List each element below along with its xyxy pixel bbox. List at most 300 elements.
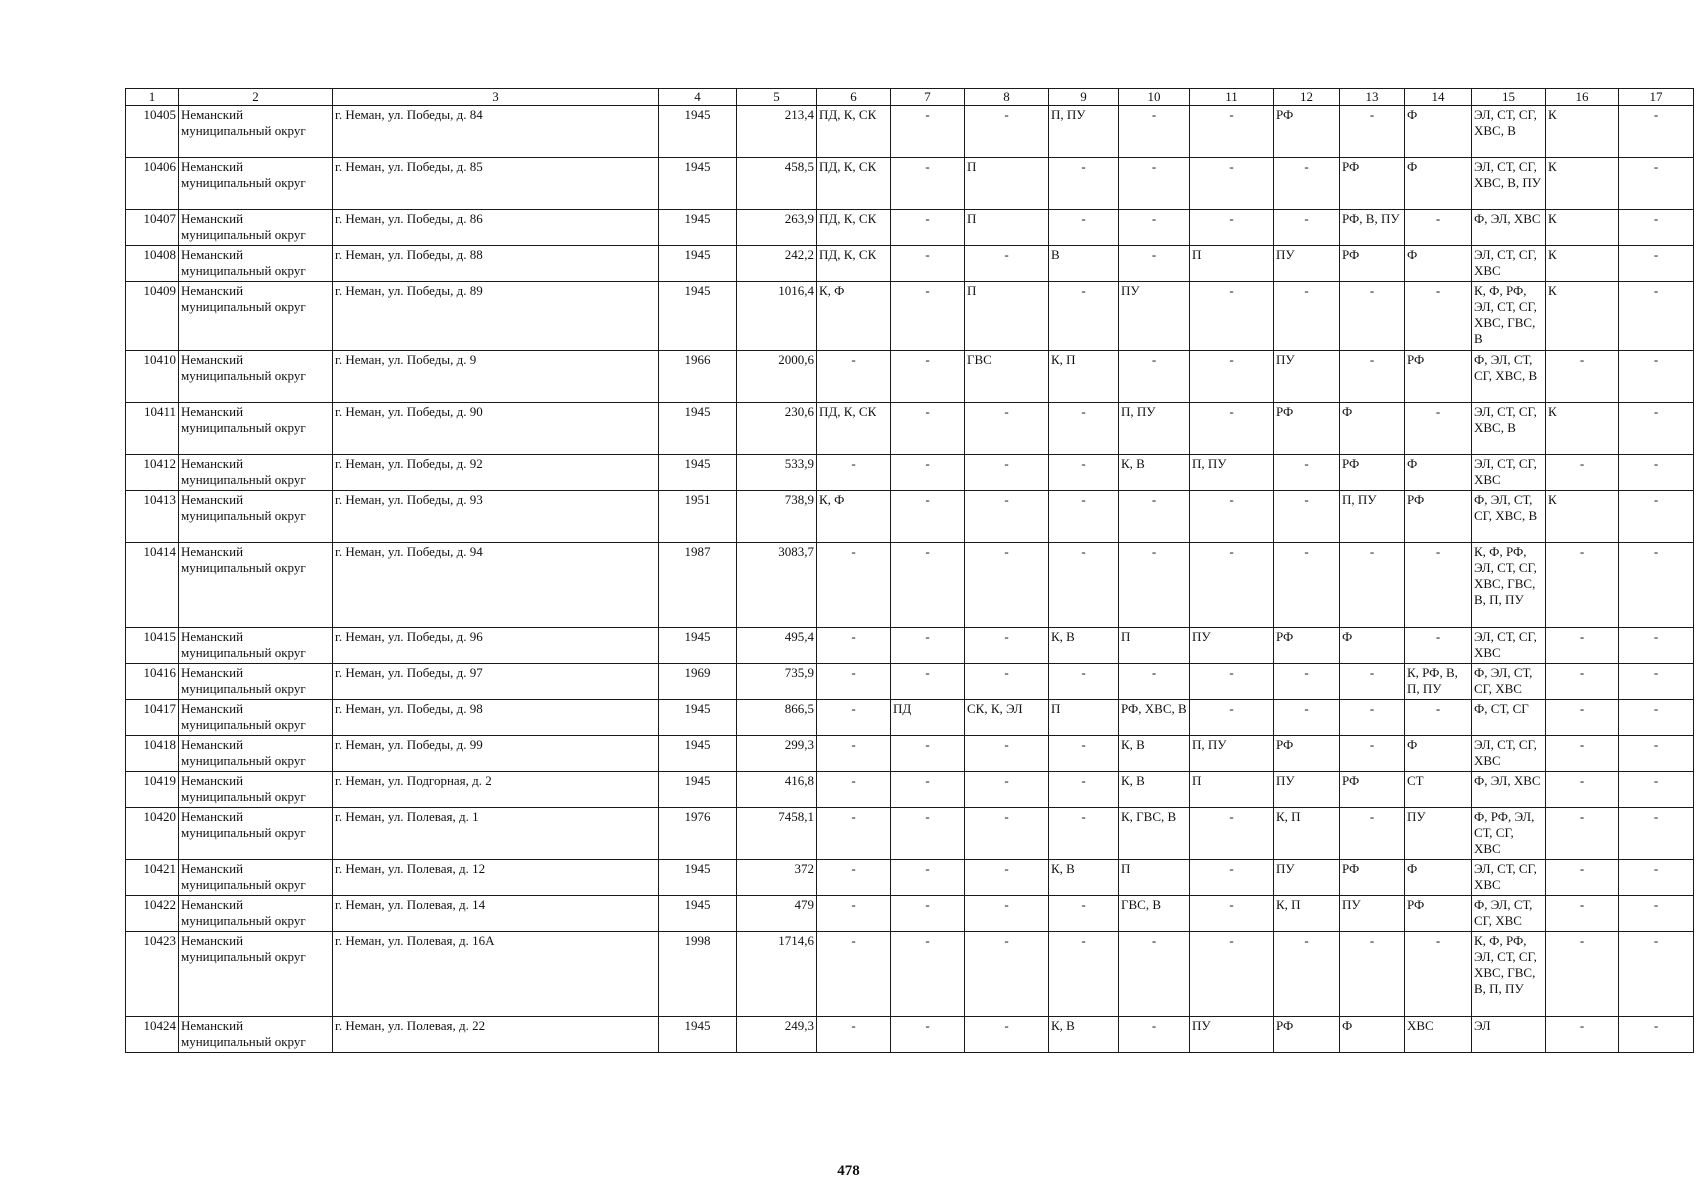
municipality-cell: Неманский муниципальный округ — [179, 455, 333, 491]
empty-cell: - — [1274, 664, 1340, 700]
area-cell: 866,5 — [737, 700, 817, 736]
empty-cell: - — [1190, 664, 1274, 700]
year-cell: 1945 — [659, 772, 737, 808]
municipality-cell: Неманский муниципальный округ — [179, 246, 333, 282]
empty-cell: - — [1619, 896, 1694, 932]
table-row — [126, 772, 1694, 808]
empty-cell: - — [891, 664, 965, 700]
table-cell: ПУ — [1274, 246, 1340, 282]
table-cell: П, ПУ — [1190, 455, 1274, 491]
table-row — [126, 860, 1694, 896]
table-cell: Ф — [1340, 628, 1405, 664]
record-number-cell: 10421 — [126, 860, 179, 896]
record-number-cell: 10413 — [126, 491, 179, 543]
address-cell: г. Неман, ул. Победы, д. 84 — [333, 106, 659, 158]
empty-cell: - — [1546, 664, 1619, 700]
table-cell: ПУ — [1405, 808, 1472, 860]
address-cell: г. Неман, ул. Полевая, д. 22 — [333, 1017, 659, 1053]
empty-cell: - — [817, 808, 891, 860]
table-cell: СТ — [1405, 772, 1472, 808]
table-cell: К, Ф, РФ, ЭЛ, СТ, СГ, ХВС, ГВС, В, П, ПУ — [1472, 932, 1546, 1017]
address-cell: г. Неман, ул. Победы, д. 98 — [333, 700, 659, 736]
empty-cell: - — [1546, 700, 1619, 736]
table-cell: К — [1546, 106, 1619, 158]
header-row — [126, 89, 1694, 106]
address-cell: г. Неман, ул. Победы, д. 90 — [333, 403, 659, 455]
address-cell: г. Неман, ул. Победы, д. 97 — [333, 664, 659, 700]
area-cell: 479 — [737, 896, 817, 932]
table-cell: ЭЛ, СТ, СГ, ХВС — [1472, 628, 1546, 664]
empty-cell: - — [1274, 210, 1340, 246]
empty-cell: - — [817, 664, 891, 700]
table-cell: ГВС, В — [1119, 896, 1190, 932]
empty-cell: - — [1049, 543, 1119, 628]
empty-cell: - — [1190, 351, 1274, 403]
table-row — [126, 158, 1694, 210]
record-number-cell: 10418 — [126, 736, 179, 772]
table-cell: ЭЛ, СТ, СГ, ХВС — [1472, 736, 1546, 772]
table-cell: ПУ — [1274, 772, 1340, 808]
table-cell: П, ПУ — [1119, 403, 1190, 455]
table-cell: ПД, К, СК — [817, 106, 891, 158]
year-cell: 1945 — [659, 700, 737, 736]
record-number-cell: 10416 — [126, 664, 179, 700]
table-cell: Ф, ЭЛ, СТ, СГ, ХВС, В — [1472, 351, 1546, 403]
empty-cell: - — [1190, 932, 1274, 1017]
empty-cell: - — [891, 246, 965, 282]
empty-cell: - — [1619, 403, 1694, 455]
year-cell: 1945 — [659, 736, 737, 772]
record-number-cell: 10422 — [126, 896, 179, 932]
table-cell: РФ, В, ПУ — [1340, 210, 1405, 246]
table-cell: К — [1546, 246, 1619, 282]
empty-cell: - — [1619, 808, 1694, 860]
empty-cell: - — [817, 700, 891, 736]
empty-cell: - — [1340, 106, 1405, 158]
area-cell: 735,9 — [737, 664, 817, 700]
empty-cell: - — [1619, 772, 1694, 808]
document-sheet — [125, 88, 1677, 1053]
column-header: 11 — [1190, 89, 1274, 106]
empty-cell: - — [965, 246, 1049, 282]
record-number-cell: 10420 — [126, 808, 179, 860]
area-cell: 1016,4 — [737, 282, 817, 351]
empty-cell: - — [965, 772, 1049, 808]
empty-cell: - — [1274, 158, 1340, 210]
empty-cell: - — [1119, 1017, 1190, 1053]
table-cell: Ф — [1405, 860, 1472, 896]
year-cell: 1976 — [659, 808, 737, 860]
empty-cell: - — [1274, 455, 1340, 491]
area-cell: 7458,1 — [737, 808, 817, 860]
empty-cell: - — [891, 932, 965, 1017]
address-cell: г. Неман, ул. Победы, д. 85 — [333, 158, 659, 210]
column-header: 12 — [1274, 89, 1340, 106]
address-cell: г. Неман, ул. Победы, д. 93 — [333, 491, 659, 543]
table-cell: РФ — [1340, 860, 1405, 896]
address-cell: г. Неман, ул. Победы, д. 9 — [333, 351, 659, 403]
table-cell: Ф — [1405, 455, 1472, 491]
table-cell: К, Ф — [817, 282, 891, 351]
empty-cell: - — [1619, 455, 1694, 491]
municipality-cell: Неманский муниципальный округ — [179, 860, 333, 896]
table-cell: Ф, ЭЛ, СТ, СГ, ХВС — [1472, 664, 1546, 700]
table-cell: П — [1190, 772, 1274, 808]
empty-cell: - — [1619, 491, 1694, 543]
empty-cell: - — [1049, 664, 1119, 700]
empty-cell: - — [817, 351, 891, 403]
area-cell: 2000,6 — [737, 351, 817, 403]
empty-cell: - — [891, 772, 965, 808]
empty-cell: - — [1049, 772, 1119, 808]
record-number-cell: 10409 — [126, 282, 179, 351]
table-cell: П — [1190, 246, 1274, 282]
table-cell: Ф — [1405, 246, 1472, 282]
register-table — [125, 88, 1694, 1053]
empty-cell: - — [1049, 896, 1119, 932]
table-cell: П, ПУ — [1190, 736, 1274, 772]
table-cell: К — [1546, 158, 1619, 210]
empty-cell: - — [891, 210, 965, 246]
table-row — [126, 736, 1694, 772]
column-header: 6 — [817, 89, 891, 106]
year-cell: 1966 — [659, 351, 737, 403]
empty-cell: - — [965, 896, 1049, 932]
table-cell: ЭЛ, СТ, СГ, ХВС — [1472, 860, 1546, 896]
empty-cell: - — [1119, 106, 1190, 158]
empty-cell: - — [1619, 246, 1694, 282]
empty-cell: - — [817, 543, 891, 628]
table-cell: Ф — [1405, 158, 1472, 210]
table-row — [126, 543, 1694, 628]
empty-cell: - — [1340, 932, 1405, 1017]
municipality-cell: Неманский муниципальный округ — [179, 736, 333, 772]
area-cell: 458,5 — [737, 158, 817, 210]
table-cell: К, В — [1119, 455, 1190, 491]
table-cell: К, Ф, РФ, ЭЛ, СТ, СГ, ХВС, ГВС, В, П, ПУ — [1472, 543, 1546, 628]
page-number: 478 — [837, 1163, 860, 1179]
empty-cell: - — [817, 736, 891, 772]
address-cell: г. Неман, ул. Победы, д. 96 — [333, 628, 659, 664]
table-cell: П — [1119, 628, 1190, 664]
record-number-cell: 10412 — [126, 455, 179, 491]
empty-cell: - — [1546, 1017, 1619, 1053]
year-cell: 1945 — [659, 246, 737, 282]
empty-cell: - — [1049, 210, 1119, 246]
table-cell: К, В — [1119, 736, 1190, 772]
address-cell: г. Неман, ул. Победы, д. 99 — [333, 736, 659, 772]
empty-cell: - — [1619, 932, 1694, 1017]
year-cell: 1945 — [659, 210, 737, 246]
table-cell: Ф, ЭЛ, СТ, СГ, ХВС — [1472, 896, 1546, 932]
table-cell: П — [965, 282, 1049, 351]
table-row — [126, 455, 1694, 491]
table-cell: ПД, К, СК — [817, 246, 891, 282]
empty-cell: - — [965, 808, 1049, 860]
empty-cell: - — [1190, 210, 1274, 246]
column-header: 2 — [179, 89, 333, 106]
municipality-cell: Неманский муниципальный округ — [179, 282, 333, 351]
year-cell: 1945 — [659, 860, 737, 896]
table-cell: РФ — [1274, 403, 1340, 455]
empty-cell: - — [965, 455, 1049, 491]
table-cell: К, Ф, РФ, ЭЛ, СТ, СГ, ХВС, ГВС, В — [1472, 282, 1546, 351]
table-cell: ПУ — [1274, 860, 1340, 896]
empty-cell: - — [1546, 896, 1619, 932]
address-cell: г. Неман, ул. Полевая, д. 14 — [333, 896, 659, 932]
address-cell: г. Неман, ул. Полевая, д. 12 — [333, 860, 659, 896]
table-cell: П — [1049, 700, 1119, 736]
empty-cell: - — [1546, 860, 1619, 896]
table-cell: К — [1546, 282, 1619, 351]
municipality-cell: Неманский муниципальный округ — [179, 1017, 333, 1053]
empty-cell: - — [1619, 158, 1694, 210]
table-cell: Ф — [1340, 1017, 1405, 1053]
empty-cell: - — [891, 158, 965, 210]
empty-cell: - — [1274, 282, 1340, 351]
year-cell: 1945 — [659, 1017, 737, 1053]
empty-cell: - — [1619, 664, 1694, 700]
table-cell: Ф — [1405, 736, 1472, 772]
table-cell: К — [1546, 403, 1619, 455]
municipality-cell: Неманский муниципальный округ — [179, 772, 333, 808]
area-cell: 263,9 — [737, 210, 817, 246]
empty-cell: - — [1619, 106, 1694, 158]
empty-cell: - — [1405, 403, 1472, 455]
table-cell: П, ПУ — [1340, 491, 1405, 543]
empty-cell: - — [1619, 736, 1694, 772]
empty-cell: - — [1619, 860, 1694, 896]
area-cell: 3083,7 — [737, 543, 817, 628]
municipality-cell: Неманский муниципальный округ — [179, 403, 333, 455]
empty-cell: - — [891, 628, 965, 664]
record-number-cell: 10415 — [126, 628, 179, 664]
empty-cell: - — [891, 351, 965, 403]
table-row — [126, 282, 1694, 351]
empty-cell: - — [965, 491, 1049, 543]
empty-cell: - — [891, 808, 965, 860]
empty-cell: - — [1119, 932, 1190, 1017]
address-cell: г. Неман, ул. Победы, д. 89 — [333, 282, 659, 351]
empty-cell: - — [965, 664, 1049, 700]
column-header: 8 — [965, 89, 1049, 106]
year-cell: 1969 — [659, 664, 737, 700]
empty-cell: - — [1190, 896, 1274, 932]
empty-cell: - — [1190, 403, 1274, 455]
area-cell: 1714,6 — [737, 932, 817, 1017]
column-header: 16 — [1546, 89, 1619, 106]
table-cell: ЭЛ — [1472, 1017, 1546, 1053]
table-cell: ПУ — [1340, 896, 1405, 932]
year-cell: 1945 — [659, 455, 737, 491]
table-cell: П — [965, 158, 1049, 210]
municipality-cell: Неманский муниципальный округ — [179, 808, 333, 860]
empty-cell: - — [891, 736, 965, 772]
empty-cell: - — [1190, 700, 1274, 736]
table-cell: ХВС — [1405, 1017, 1472, 1053]
empty-cell: - — [1546, 736, 1619, 772]
empty-cell: - — [1049, 455, 1119, 491]
table-row — [126, 1017, 1694, 1053]
empty-cell: - — [1619, 1017, 1694, 1053]
municipality-cell: Неманский муниципальный округ — [179, 210, 333, 246]
column-header: 1 — [126, 89, 179, 106]
table-row — [126, 932, 1694, 1017]
area-cell: 738,9 — [737, 491, 817, 543]
address-cell: г. Неман, ул. Победы, д. 94 — [333, 543, 659, 628]
table-cell: РФ — [1274, 106, 1340, 158]
table-cell: ПД, К, СК — [817, 210, 891, 246]
area-cell: 249,3 — [737, 1017, 817, 1053]
table-cell: К, В — [1049, 860, 1119, 896]
empty-cell: - — [1546, 808, 1619, 860]
column-header: 13 — [1340, 89, 1405, 106]
empty-cell: - — [1274, 491, 1340, 543]
column-header: 14 — [1405, 89, 1472, 106]
empty-cell: - — [1619, 628, 1694, 664]
empty-cell: - — [1340, 543, 1405, 628]
empty-cell: - — [1049, 158, 1119, 210]
municipality-cell: Неманский муниципальный округ — [179, 896, 333, 932]
empty-cell: - — [1619, 210, 1694, 246]
area-cell: 495,4 — [737, 628, 817, 664]
empty-cell: - — [891, 860, 965, 896]
empty-cell: - — [1190, 158, 1274, 210]
record-number-cell: 10408 — [126, 246, 179, 282]
table-cell: В — [1049, 246, 1119, 282]
empty-cell: - — [1340, 700, 1405, 736]
table-cell: П, ПУ — [1049, 106, 1119, 158]
municipality-cell: Неманский муниципальный округ — [179, 700, 333, 736]
empty-cell: - — [1340, 736, 1405, 772]
table-cell: ПД — [891, 700, 965, 736]
table-cell: Ф — [1340, 403, 1405, 455]
table-row — [126, 896, 1694, 932]
table-cell: РФ — [1340, 158, 1405, 210]
record-number-cell: 10410 — [126, 351, 179, 403]
table-cell: К — [1546, 210, 1619, 246]
empty-cell: - — [817, 772, 891, 808]
table-cell: РФ — [1405, 491, 1472, 543]
empty-cell: - — [1546, 628, 1619, 664]
record-number-cell: 10414 — [126, 543, 179, 628]
table-cell: РФ — [1274, 736, 1340, 772]
column-header: 9 — [1049, 89, 1119, 106]
table-cell: РФ, ХВС, В — [1119, 700, 1190, 736]
empty-cell: - — [1049, 282, 1119, 351]
column-header: 5 — [737, 89, 817, 106]
empty-cell: - — [817, 896, 891, 932]
table-cell: ГВС — [965, 351, 1049, 403]
address-cell: г. Неман, ул. Полевая, д. 16А — [333, 932, 659, 1017]
table-row — [126, 491, 1694, 543]
empty-cell: - — [1119, 664, 1190, 700]
table-cell: ЭЛ, СТ, СГ, ХВС, В — [1472, 106, 1546, 158]
table-row — [126, 808, 1694, 860]
table-row — [126, 700, 1694, 736]
empty-cell: - — [1049, 808, 1119, 860]
empty-cell: - — [965, 628, 1049, 664]
empty-cell: - — [1340, 351, 1405, 403]
municipality-cell: Неманский муниципальный округ — [179, 158, 333, 210]
empty-cell: - — [891, 455, 965, 491]
empty-cell: - — [1190, 543, 1274, 628]
table-row — [126, 628, 1694, 664]
empty-cell: - — [1619, 543, 1694, 628]
column-header: 4 — [659, 89, 737, 106]
column-header: 17 — [1619, 89, 1694, 106]
table-row — [126, 351, 1694, 403]
empty-cell: - — [817, 628, 891, 664]
table-cell: К, РФ, В, П, ПУ — [1405, 664, 1472, 700]
empty-cell: - — [1405, 932, 1472, 1017]
year-cell: 1945 — [659, 896, 737, 932]
table-cell: ЭЛ, СТ, СГ, ХВС — [1472, 455, 1546, 491]
table-cell: ЭЛ, СТ, СГ, ХВС — [1472, 246, 1546, 282]
empty-cell: - — [1546, 772, 1619, 808]
area-cell: 299,3 — [737, 736, 817, 772]
municipality-cell: Неманский муниципальный округ — [179, 628, 333, 664]
table-cell: К, В — [1049, 628, 1119, 664]
empty-cell: - — [891, 282, 965, 351]
table-cell: Ф, СТ, СГ — [1472, 700, 1546, 736]
year-cell: 1945 — [659, 282, 737, 351]
table-cell: СК, К, ЭЛ — [965, 700, 1049, 736]
year-cell: 1987 — [659, 543, 737, 628]
empty-cell: - — [1190, 860, 1274, 896]
table-cell: Ф — [1405, 106, 1472, 158]
table-cell: РФ — [1340, 455, 1405, 491]
empty-cell: - — [817, 455, 891, 491]
table-cell: ПД, К, СК — [817, 158, 891, 210]
empty-cell: - — [1405, 628, 1472, 664]
table-cell: РФ — [1274, 628, 1340, 664]
municipality-cell: Неманский муниципальный округ — [179, 664, 333, 700]
empty-cell: - — [1405, 282, 1472, 351]
empty-cell: - — [1190, 106, 1274, 158]
empty-cell: - — [1049, 736, 1119, 772]
table-cell: К — [1546, 491, 1619, 543]
empty-cell: - — [1274, 543, 1340, 628]
table-body — [126, 106, 1694, 1053]
address-cell: г. Неман, ул. Победы, д. 88 — [333, 246, 659, 282]
empty-cell: - — [1546, 543, 1619, 628]
empty-cell: - — [1546, 932, 1619, 1017]
address-cell: г. Неман, ул. Подгорная, д. 2 — [333, 772, 659, 808]
empty-cell: - — [965, 932, 1049, 1017]
empty-cell: - — [891, 403, 965, 455]
column-header: 3 — [333, 89, 659, 106]
record-number-cell: 10424 — [126, 1017, 179, 1053]
area-cell: 230,6 — [737, 403, 817, 455]
empty-cell: - — [1340, 664, 1405, 700]
table-cell: РФ — [1274, 1017, 1340, 1053]
table-cell: ПУ — [1190, 1017, 1274, 1053]
empty-cell: - — [1340, 808, 1405, 860]
area-cell: 242,2 — [737, 246, 817, 282]
record-number-cell: 10417 — [126, 700, 179, 736]
empty-cell: - — [891, 1017, 965, 1053]
table-cell: П — [1119, 860, 1190, 896]
empty-cell: - — [1405, 543, 1472, 628]
empty-cell: - — [817, 932, 891, 1017]
table-row — [126, 246, 1694, 282]
municipality-cell: Неманский муниципальный округ — [179, 543, 333, 628]
year-cell: 1945 — [659, 403, 737, 455]
table-row — [126, 403, 1694, 455]
record-number-cell: 10407 — [126, 210, 179, 246]
record-number-cell: 10406 — [126, 158, 179, 210]
